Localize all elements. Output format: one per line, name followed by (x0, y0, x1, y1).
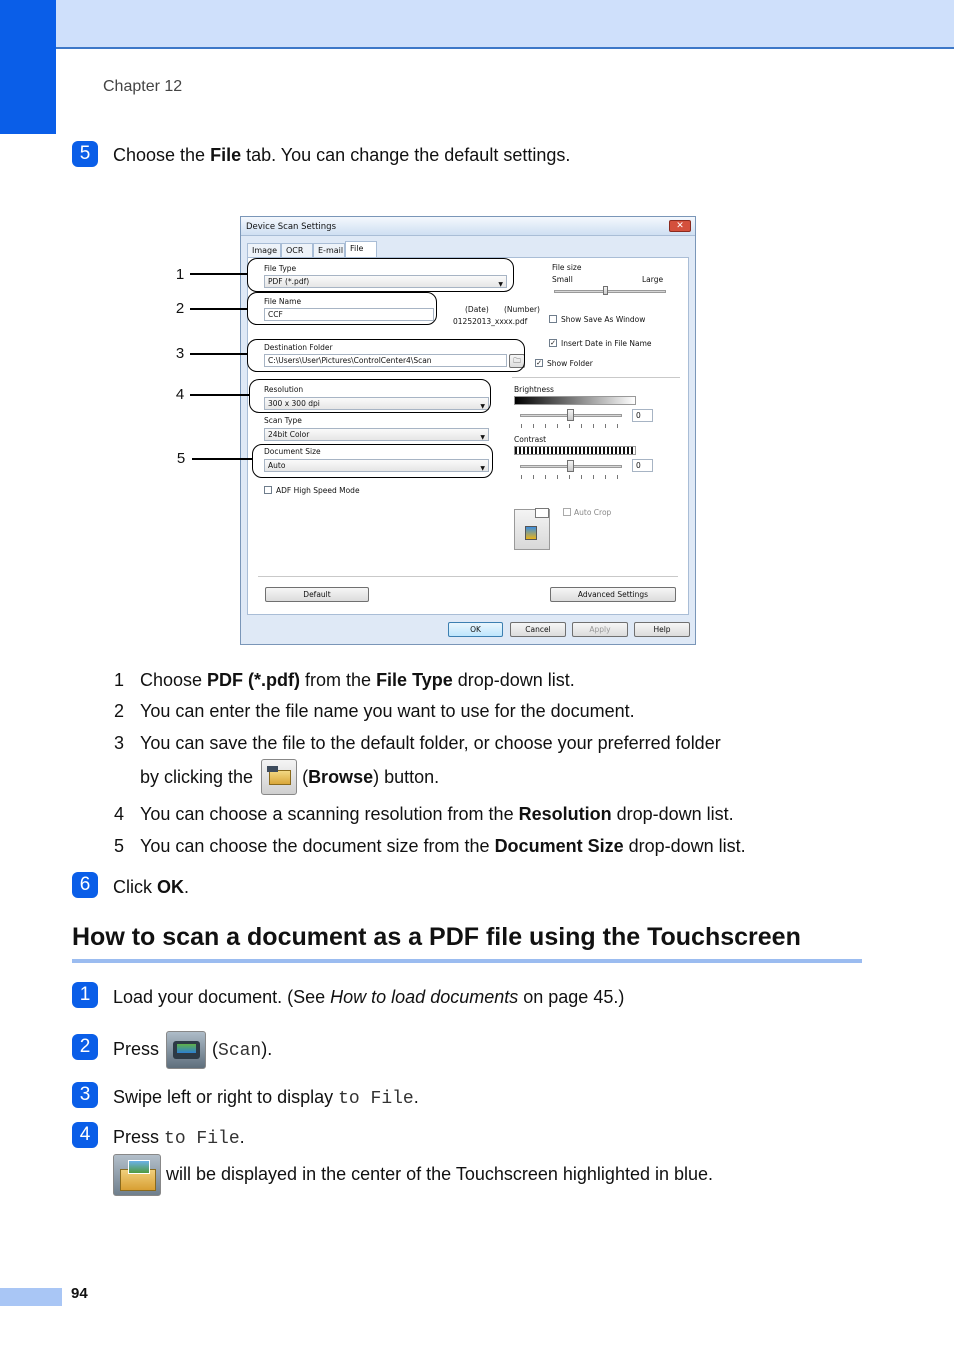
file-name-input[interactable]: CCF (264, 308, 434, 321)
page-number: 94 (71, 1285, 88, 1302)
document-size-label: Document Size (264, 447, 321, 456)
callout-outline (247, 292, 437, 325)
insert-date-checkbox[interactable]: ✓ (550, 339, 556, 347)
ok-button[interactable]: OK (448, 622, 503, 637)
callout-number: 3 (175, 345, 185, 362)
callout-leader (190, 353, 247, 355)
brightness-slider-thumb[interactable] (567, 409, 574, 421)
list-number: 1 (114, 670, 125, 690)
browse-folder-icon (261, 759, 297, 795)
insert-date-label: Insert Date in File Name (561, 339, 652, 348)
step-badge: 6 (72, 872, 98, 898)
help-button[interactable]: Help (634, 622, 690, 637)
close-icon[interactable]: ✕ (669, 220, 691, 232)
list-item: Choose PDF (*.pdf) from the File Type drop-down list. (140, 670, 575, 690)
scan-icon (166, 1031, 206, 1069)
show-save-as-label: Show Save As Window (561, 315, 646, 324)
step-badge: 1 (72, 982, 98, 1008)
step-text: Choose the File tab. You can change the default settings. (113, 145, 571, 165)
chevron-down-icon: ▼ (498, 281, 503, 288)
list-number: 5 (114, 836, 125, 856)
divider (258, 576, 678, 577)
list-item: You can enter the file name you want to use for the document. (140, 701, 635, 721)
callout-number: 5 (176, 450, 186, 467)
contrast-label: Contrast (514, 435, 547, 444)
section-rule (72, 959, 862, 963)
auto-crop-label: Auto Crop (574, 508, 612, 517)
chevron-down-icon: ▼ (480, 434, 485, 441)
brightness-ticks (521, 424, 623, 428)
list-number: 3 (114, 733, 125, 753)
tab-file[interactable]: File (345, 241, 377, 258)
callout-number: 2 (175, 300, 185, 317)
step-text: Swipe left or right to display to File. (113, 1087, 419, 1109)
callout-leader (192, 458, 252, 460)
file-size-slider[interactable] (554, 290, 666, 293)
document-size-select[interactable]: Auto ▼ (264, 459, 489, 472)
cancel-button[interactable]: Cancel (510, 622, 566, 637)
brightness-label: Brightness (514, 385, 554, 394)
file-name-label: File Name (264, 297, 302, 306)
file-size-label: File size (552, 263, 582, 272)
chapter-label: Chapter 12 (103, 78, 183, 95)
file-type-label: File Type (264, 264, 297, 273)
chapter-tab-marker (0, 0, 56, 134)
list-item: You can choose the document size from the Document Size drop-down list. (140, 836, 746, 856)
callout-leader (190, 308, 247, 310)
step-text: Click OK. (113, 877, 190, 897)
chevron-down-icon: ▼ (480, 465, 485, 472)
list-number: 2 (114, 701, 125, 721)
show-folder-label: Show Folder (547, 359, 593, 368)
brightness-input[interactable]: 0 (632, 409, 653, 422)
brightness-gradient (514, 396, 636, 405)
step-text: will be displayed in the center of the Touchscreen highlighted in blue. (166, 1164, 714, 1184)
dialog-title: Device Scan Settings (246, 222, 337, 232)
tab-ocr[interactable]: OCR (281, 243, 313, 257)
resolution-label: Resolution (264, 385, 304, 394)
file-size-slider-thumb[interactable] (603, 286, 608, 295)
step-text: Press (Scan). (113, 1039, 273, 1061)
resolution-select[interactable]: 300 x 300 dpi ▼ (264, 397, 489, 410)
step-badge: 2 (72, 1034, 98, 1060)
callout-leader (190, 273, 247, 275)
callout-number: 1 (175, 266, 185, 283)
step-badge: 3 (72, 1082, 98, 1108)
step-badge: 5 (72, 141, 98, 167)
destination-folder-label: Destination Folder (264, 343, 333, 352)
callout-outline (252, 444, 493, 478)
destination-folder-input[interactable]: C:\Users\User\Pictures\ControlCenter4\Scan (264, 354, 507, 367)
date-label: (Date) (465, 305, 489, 314)
contrast-pattern (514, 446, 636, 455)
file-name-example: 01252013_xxxx.pdf (453, 317, 528, 326)
number-label: (Number) (504, 305, 540, 314)
tab-image[interactable]: Image (247, 243, 281, 257)
show-folder-checkbox[interactable]: ✓ (536, 359, 542, 367)
step-text: Load your document. (See How to load documents on page 45.) (113, 987, 625, 1007)
list-number: 4 (114, 804, 125, 824)
document-preview-icon (514, 509, 550, 550)
scan-type-label: Scan Type (264, 416, 302, 425)
apply-button[interactable]: Apply (572, 622, 628, 637)
list-item: You can choose a scanning resolution from the Resolution drop-down list. (140, 804, 734, 824)
step-badge: 4 (72, 1122, 98, 1148)
auto-crop-checkbox[interactable] (563, 508, 571, 516)
tab-email[interactable]: E-mail (313, 243, 345, 257)
scan-type-select[interactable]: 24bit Color ▼ (264, 428, 489, 441)
file-size-large-label: Large (642, 275, 664, 284)
file-size-small-label: Small (552, 275, 573, 284)
browse-folder-icon[interactable]: 🗀 (509, 354, 525, 368)
chevron-down-icon: ▼ (480, 403, 485, 410)
file-type-select[interactable]: PDF (*.pdf) ▼ (264, 275, 507, 288)
advanced-settings-button[interactable]: Advanced Settings (550, 587, 676, 602)
contrast-slider-thumb[interactable] (567, 460, 574, 472)
divider (512, 377, 680, 378)
list-item-continued: by clicking the (Browse) button. (140, 767, 440, 787)
footer-bar (0, 1288, 62, 1306)
show-save-as-checkbox[interactable] (549, 315, 557, 323)
dialog-title-bar (241, 217, 695, 236)
adf-high-speed-label: ADF High Speed Mode (276, 486, 360, 495)
callout-outline (247, 339, 525, 372)
step-text: Press to File. (113, 1127, 245, 1149)
callout-number: 4 (175, 386, 185, 403)
default-button[interactable]: Default (265, 587, 369, 602)
callout-leader (190, 394, 249, 396)
adf-high-speed-checkbox[interactable] (264, 486, 272, 494)
contrast-ticks (521, 475, 623, 479)
callout-outline (247, 258, 514, 292)
header-band (0, 0, 954, 49)
to-file-icon (113, 1154, 161, 1196)
contrast-input[interactable]: 0 (632, 459, 653, 472)
list-item: You can save the file to the default folder, or choose your preferred folder (140, 733, 721, 753)
callout-outline (249, 379, 491, 413)
section-title: How to scan a document as a PDF file using the Touchscreen (72, 923, 801, 951)
